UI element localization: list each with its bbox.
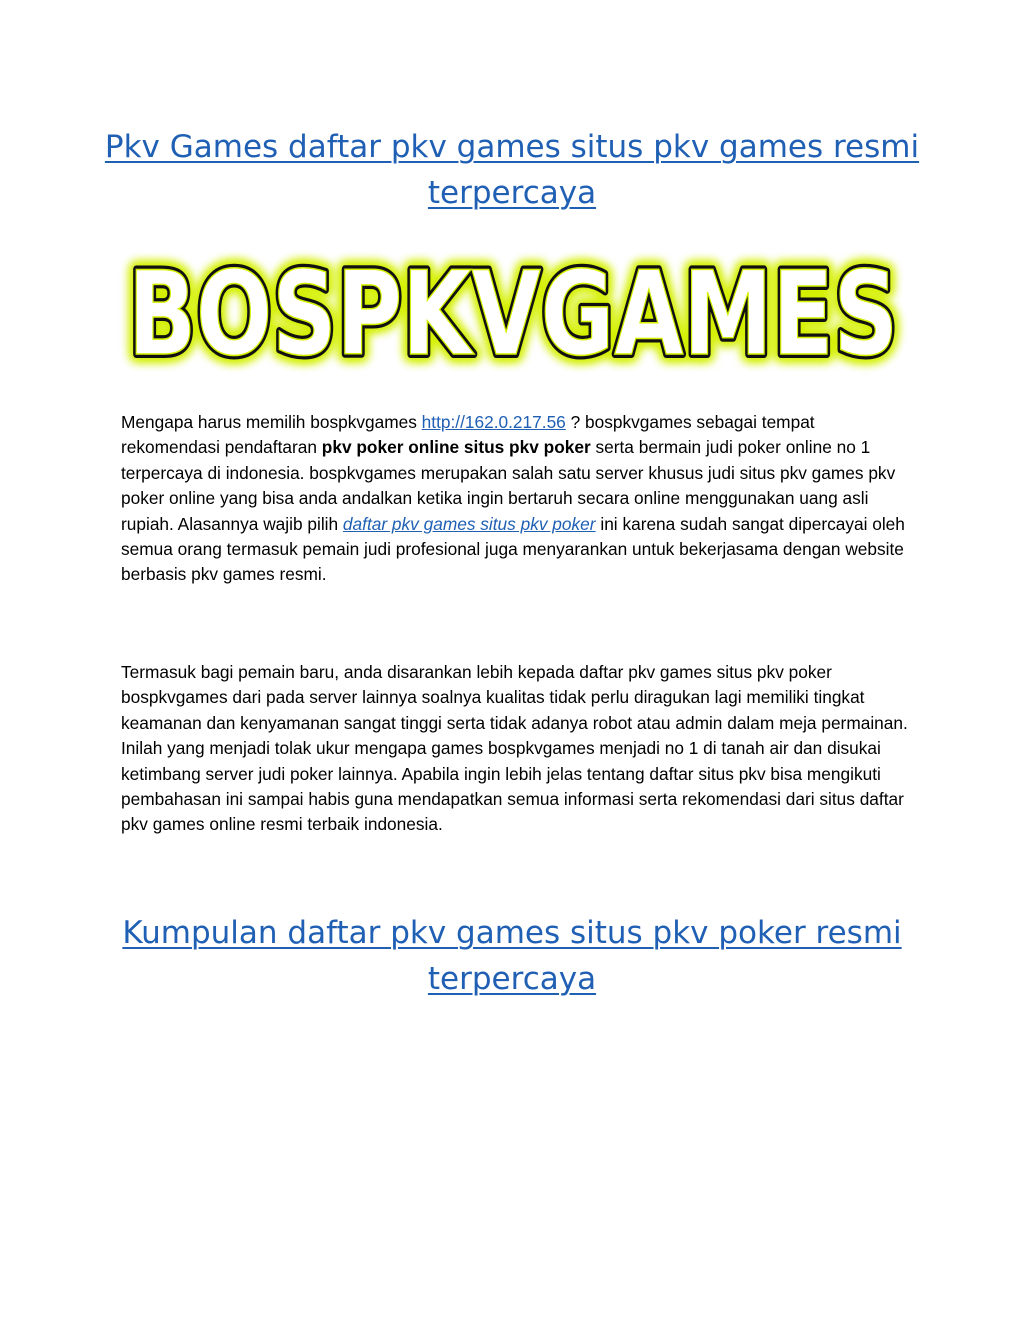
second-paragraph: Termasuk bagi pemain baru, anda disarankan lebih kepada daftar pkv games situs pkv poker bospkvgames dari pada server lainnya soalnya kualitas tidak perlu diragukan lagi memiliki tingkat keamanan dan kenyamanan sangat tinggi serta tidak adanya robot atau admin dalam meja permainan. Inilah yang menjadi tolak ukur mengapa games bospkvgames menjadi no 1 di tanah air dan disukai ketimbang server judi poker lainnya. Apabila ingin lebih jelas tentang daftar situs pkv bisa mengikuti pembahasan ini sampai habis guna mendapatkan semua informasi serta rekomendasi dari situs daftar pkv games online resmi terbaik indonesia. xyxy=(121,662,908,835)
logo-glow-text: BOSPKVGAMES xyxy=(128,247,898,376)
logo-outline-text: BOSPKVGAMES xyxy=(128,247,898,376)
intro-text-1: Mengapa harus memilih bospkvgames xyxy=(121,412,422,432)
intro-bold-keyword: pkv poker online situs pkv poker xyxy=(321,437,591,458)
bospkvgames-logo xyxy=(118,246,908,376)
section-heading-link[interactable]: Kumpulan daftar pkv games situs pkv poker resmi terpercaya xyxy=(122,915,902,997)
page-title xyxy=(100,124,924,216)
section-heading xyxy=(100,910,924,1002)
intro-text-3: serta bermain judi poker online no 1 terpercaya di indonesia. bospkvgames merupakan salah satu server khusus judi situs pkv games pkv poker online yang bisa anda andalkan ketika ingin bertaruh secara online menggunakan uang asli rupiah. Alasannya wajib pilih xyxy=(121,437,896,534)
site-url-link[interactable]: http://162.0.217.56 xyxy=(421,412,566,432)
intro-text-2: ? bospkvgames sebagai tempat rekomendasi pendaftaran xyxy=(121,412,815,458)
intro-text-4: ini karena sudah sangat dipercayai oleh semua orang termasuk pemain judi profesional juga menyarankan untuk bekerjasama dengan website berbasis pkv games resmi. xyxy=(121,513,905,585)
page-title-link[interactable]: Pkv Games daftar pkv games situs pkv games resmi terpercaya xyxy=(104,129,920,211)
intro-paragraph xyxy=(121,410,911,588)
daftar-pkv-link[interactable]: daftar pkv games situs pkv poker xyxy=(342,513,596,534)
logo-text: BOSPKVGAMES xyxy=(128,247,898,376)
